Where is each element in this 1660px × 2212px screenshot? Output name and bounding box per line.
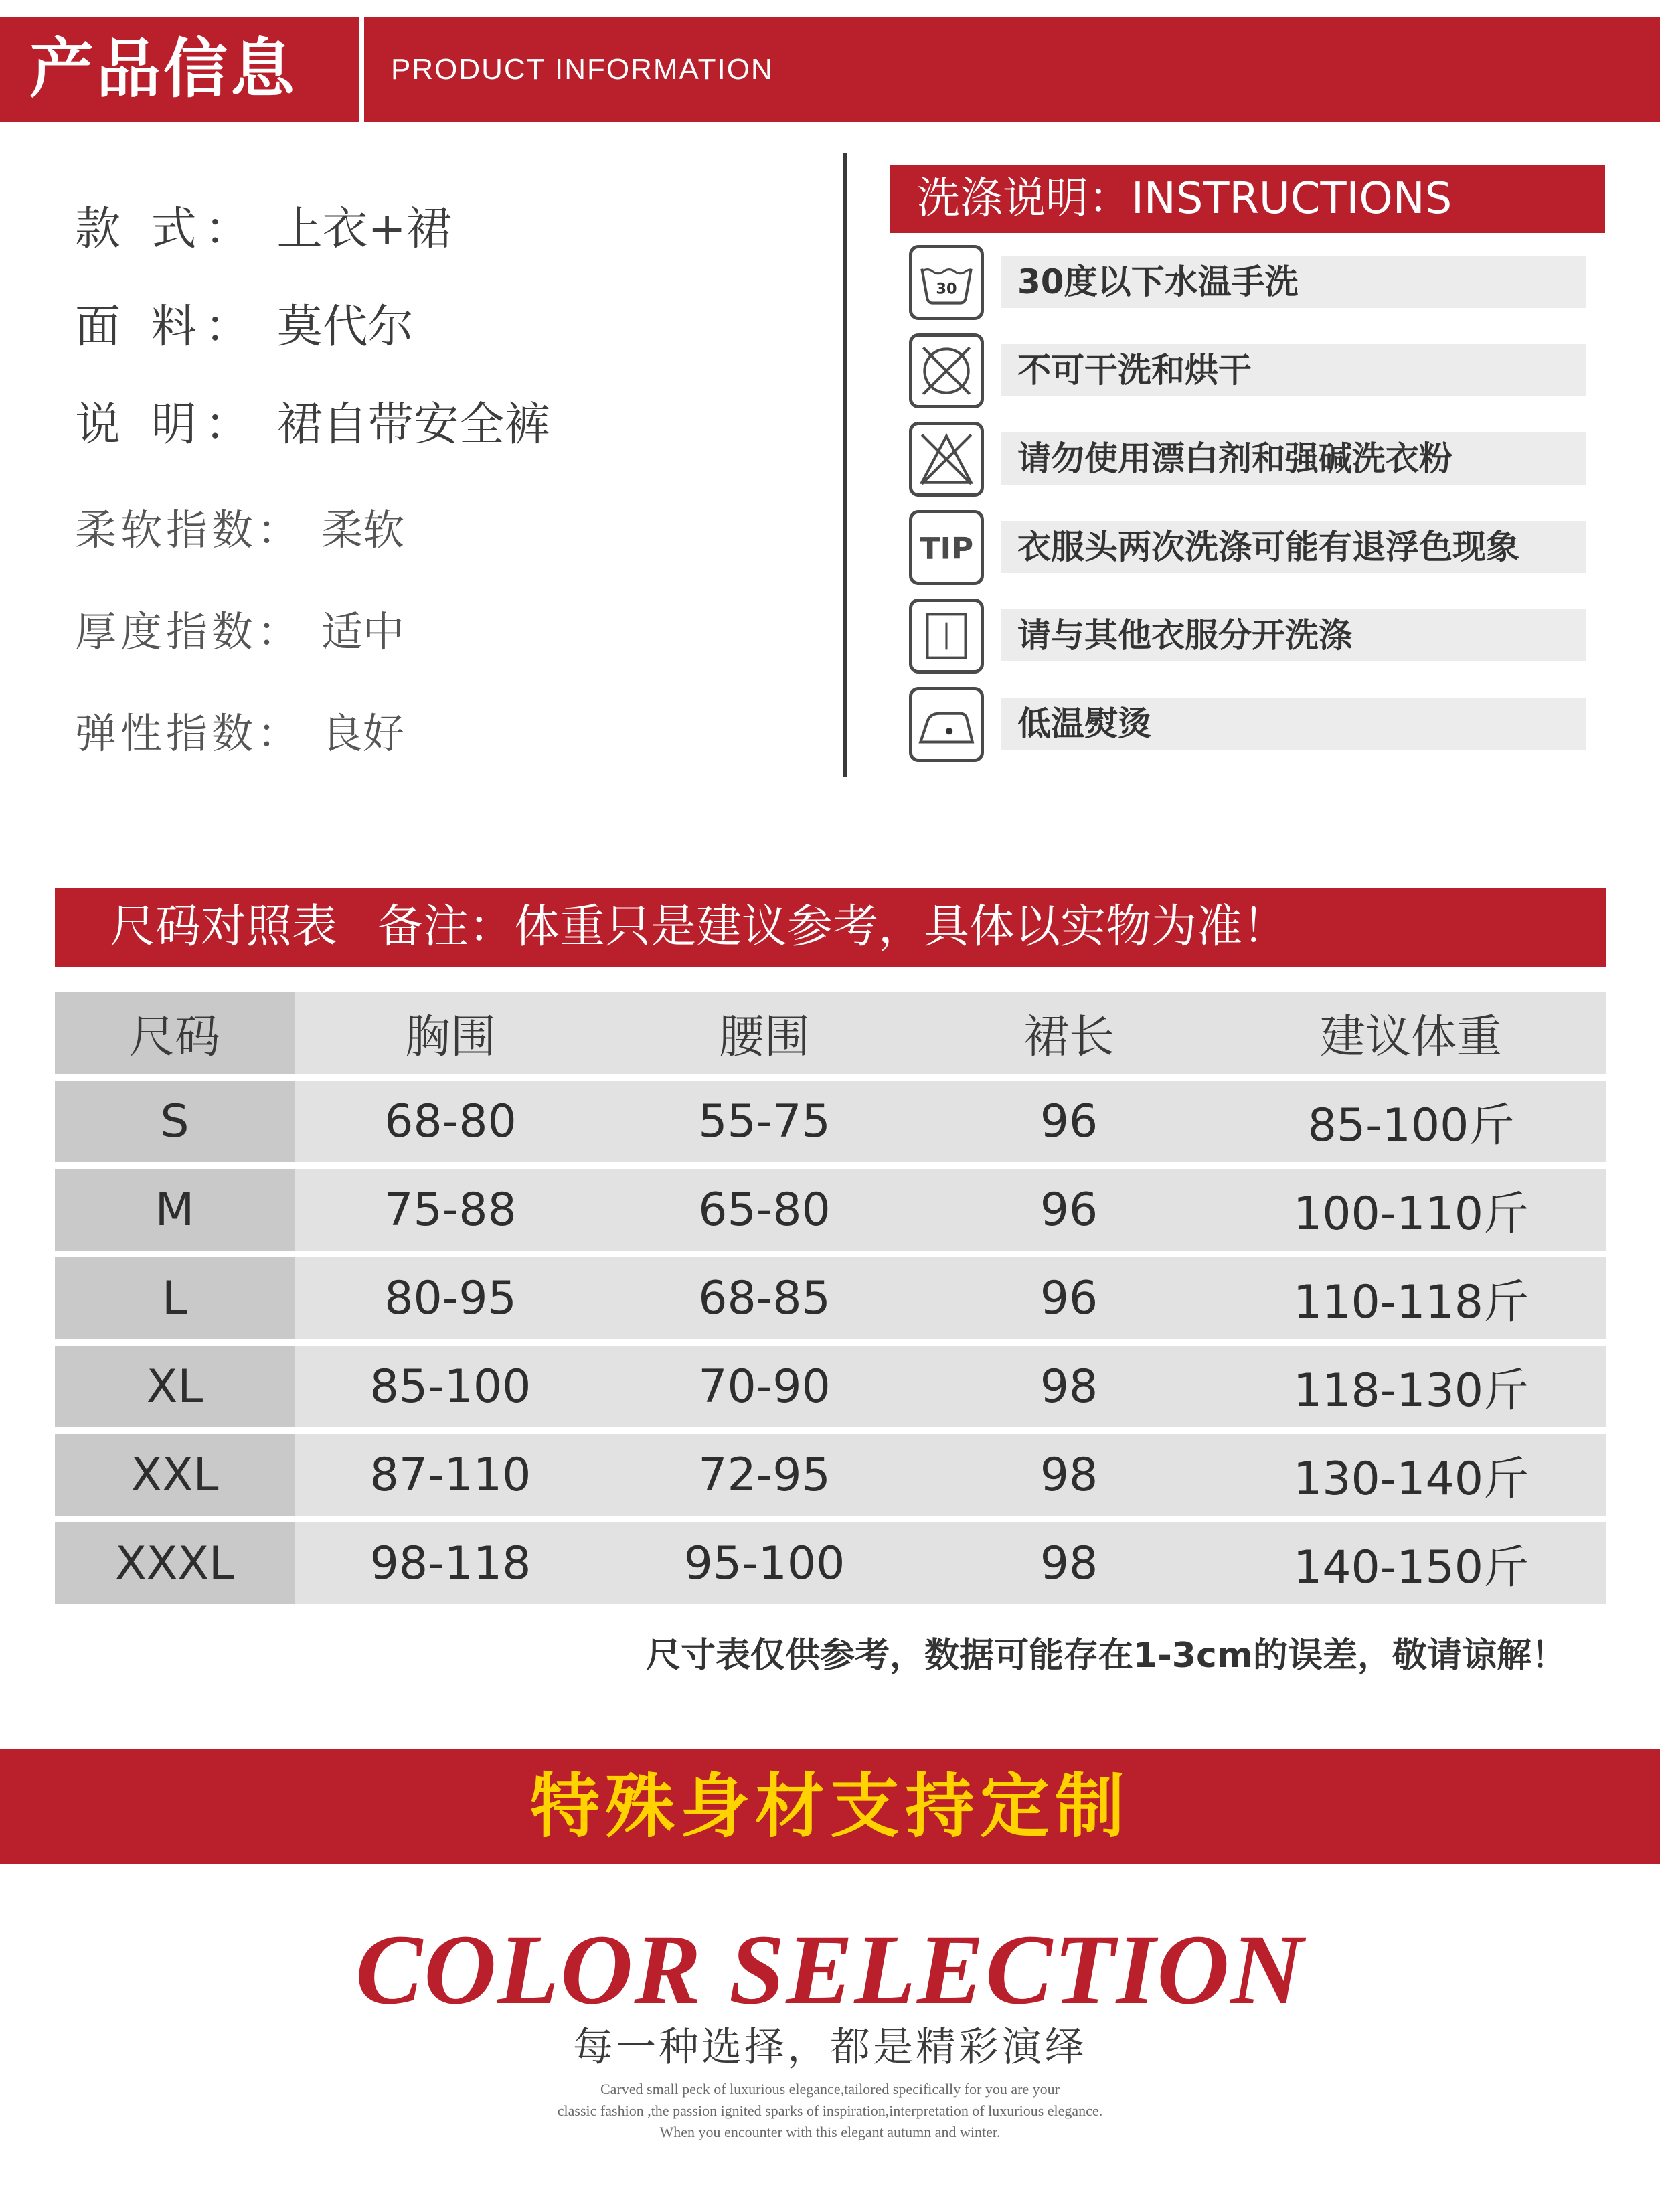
instruction-item: 30度以下水温手洗 bbox=[1001, 256, 1586, 308]
instruction-item: 请与其他衣服分开洗涤 bbox=[1001, 609, 1586, 661]
header-title-en: PRODUCT INFORMATION bbox=[391, 53, 774, 86]
table-cell: 140-150斤 bbox=[1216, 1522, 1606, 1604]
info-label: 柔软指数： bbox=[75, 505, 303, 554]
info-value: 适中 bbox=[321, 607, 405, 656]
no-bleach-icon bbox=[909, 422, 984, 497]
instruction-item: 不可干洗和烘干 bbox=[1001, 344, 1586, 396]
table-row bbox=[55, 1522, 1606, 1604]
table-cell-size: M bbox=[55, 1169, 295, 1251]
info-row-thickness bbox=[75, 599, 404, 658]
info-label: 弹性指数： bbox=[75, 709, 303, 758]
table-cell-size: XXL bbox=[55, 1434, 295, 1516]
table-cell-size: S bbox=[55, 1081, 295, 1162]
info-row-fabric bbox=[75, 291, 414, 356]
table-row bbox=[55, 1257, 1606, 1339]
table-cell: 96 bbox=[922, 1081, 1216, 1162]
table-cell: 85-100斤 bbox=[1216, 1081, 1606, 1162]
table-header-cell: 尺码 bbox=[55, 992, 295, 1074]
size-table bbox=[55, 985, 1606, 1611]
size-chart-note: 备注：体重只是建议参考，具体以实物为准！ bbox=[378, 900, 1289, 953]
info-row-style bbox=[75, 193, 452, 258]
info-label: 厚度指数： bbox=[75, 607, 303, 656]
table-cell-size: XXXL bbox=[55, 1522, 295, 1604]
table-header-cell: 建议体重 bbox=[1216, 992, 1606, 1074]
table-cell-size: L bbox=[55, 1257, 295, 1339]
table-cell: 98-118 bbox=[295, 1522, 606, 1604]
info-row-softness bbox=[75, 497, 404, 556]
size-footnote: 尺寸表仅供参考，数据可能存在1-3cm的误差，敬请谅解！ bbox=[646, 1636, 1566, 1676]
instruction-item: 请勿使用漂白剂和强碱洗衣粉 bbox=[1001, 432, 1586, 485]
info-label: 说 明： bbox=[75, 398, 258, 451]
table-row bbox=[55, 1169, 1606, 1251]
fine-print-line: Carved small peck of luxurious elegance,tailored specifically for you are your bbox=[600, 2081, 1060, 2098]
color-selection-subtitle: 每一种选择，都是精彩演绎 bbox=[573, 2024, 1087, 2071]
table-cell: 110-118斤 bbox=[1216, 1257, 1606, 1339]
table-cell: 85-100 bbox=[295, 1346, 606, 1427]
table-cell: 98 bbox=[922, 1434, 1216, 1516]
svg-text:TIP: TIP bbox=[919, 530, 974, 566]
table-header-cell: 裙长 bbox=[922, 992, 1216, 1074]
header-divider bbox=[359, 17, 364, 122]
info-value: 柔软 bbox=[321, 505, 405, 554]
table-cell: 95-100 bbox=[606, 1522, 922, 1604]
info-value: 良好 bbox=[321, 709, 405, 758]
color-selection-title: COLOR SELECTION bbox=[355, 1914, 1305, 2025]
table-cell: 98 bbox=[922, 1522, 1216, 1604]
fine-print-line: When you encounter with this elegant autumn and winter. bbox=[659, 2124, 1001, 2140]
tip-icon bbox=[909, 510, 984, 585]
table-cell: 96 bbox=[922, 1257, 1216, 1339]
info-label: 款 式： bbox=[75, 203, 258, 256]
table-cell: 72-95 bbox=[606, 1434, 922, 1516]
table-header-row bbox=[55, 992, 1606, 1074]
table-cell: 65-80 bbox=[606, 1169, 922, 1251]
fine-print-line: classic fashion ,the passion ignited sparks of inspiration,interpretation of luxurious elegance. bbox=[557, 2102, 1103, 2119]
info-row-note bbox=[75, 388, 550, 453]
info-label: 面 料： bbox=[75, 301, 258, 353]
table-cell: 100-110斤 bbox=[1216, 1169, 1606, 1251]
header-banner bbox=[0, 17, 1660, 122]
table-row bbox=[55, 1346, 1606, 1427]
info-value: 莫代尔 bbox=[276, 301, 414, 353]
low-iron-icon bbox=[909, 687, 984, 762]
table-cell-size: XL bbox=[55, 1346, 295, 1427]
table-row bbox=[55, 1081, 1606, 1162]
no-dry-clean-tumble-icon bbox=[909, 333, 984, 408]
svg-text:30: 30 bbox=[936, 280, 957, 298]
info-row-elasticity bbox=[75, 700, 404, 760]
info-value: 裙自带安全裤 bbox=[276, 398, 550, 451]
table-cell: 68-80 bbox=[295, 1081, 606, 1162]
table-cell: 70-90 bbox=[606, 1346, 922, 1427]
table-header-cell: 腰围 bbox=[606, 992, 922, 1074]
instructions-title: 洗涤说明：INSTRUCTIONS bbox=[890, 165, 1605, 233]
info-value: 上衣+裙 bbox=[276, 203, 452, 256]
table-cell: 68-85 bbox=[606, 1257, 922, 1339]
size-chart-title: 尺码对照表 bbox=[110, 900, 338, 953]
table-cell: 55-75 bbox=[606, 1081, 922, 1162]
table-row bbox=[55, 1434, 1606, 1516]
table-cell: 118-130斤 bbox=[1216, 1346, 1606, 1427]
table-cell: 87-110 bbox=[295, 1434, 606, 1516]
table-cell: 80-95 bbox=[295, 1257, 606, 1339]
table-cell: 98 bbox=[922, 1346, 1216, 1427]
hand-wash-30-icon bbox=[909, 245, 984, 320]
table-cell: 75-88 bbox=[295, 1169, 606, 1251]
table-cell: 96 bbox=[922, 1169, 1216, 1251]
instruction-item: 低温熨烫 bbox=[1001, 698, 1586, 750]
instruction-item: 衣服头两次洗涤可能有退浮色现象 bbox=[1001, 521, 1586, 573]
table-cell: 130-140斤 bbox=[1216, 1434, 1606, 1516]
custom-size-banner: 特殊身材支持定制 bbox=[0, 1749, 1660, 1864]
wash-separately-icon bbox=[909, 599, 984, 674]
section-divider bbox=[843, 153, 847, 777]
table-header-cell: 胸围 bbox=[295, 992, 606, 1074]
header-title-cn: 产品信息 bbox=[29, 31, 297, 106]
size-chart-banner bbox=[55, 888, 1606, 967]
